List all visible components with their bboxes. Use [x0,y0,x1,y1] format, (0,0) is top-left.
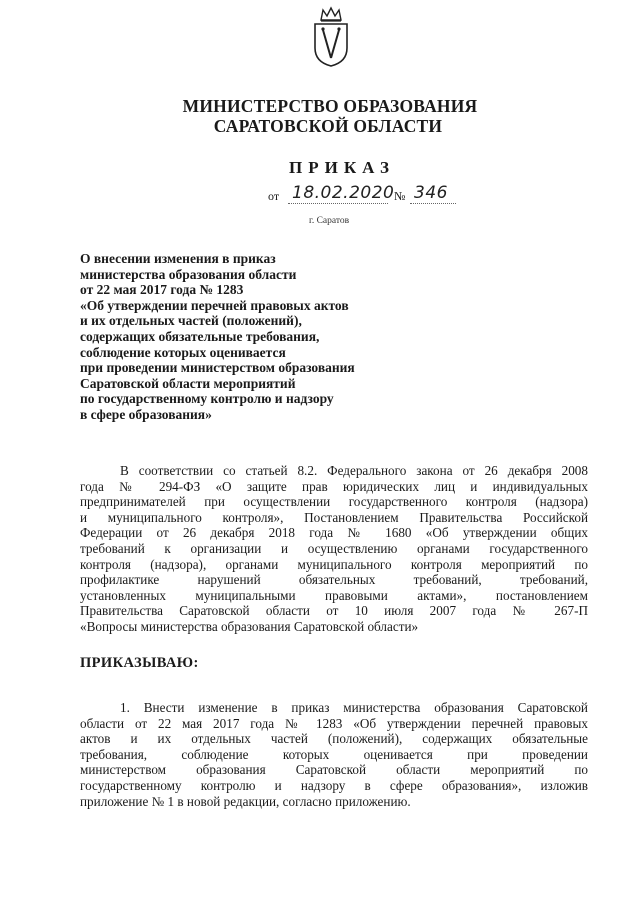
title-line: от 22 мая 2017 года № 1283 [80,282,244,298]
title-line: «Об утверждении перечней правовых актов [80,297,349,313]
order-word: ПРИКАЗЫВАЮ: [80,655,199,671]
paragraph-line: актов и их отдельных частей (положений), содержащих обязательные [80,731,588,747]
coat-of-arms-icon [309,6,353,68]
ministry-name-line1: МИНИСТЕРСТВО ОБРАЗОВАНИЯ [182,96,478,116]
title-line: министерства образования области [80,266,297,282]
paragraph-line: приложение № 1 в новой редакции, согласно приложению. [80,793,411,809]
date-number-row [268,183,488,208]
title-line: соблюдение которых оценивается [80,344,286,360]
paragraph-line: требований к организации и осуществлению органами государственного [80,540,588,556]
ministry-name-line2: САРАТОВСКОЙ ОБЛАСТИ [213,116,443,136]
paragraph-line: и муниципального контроля», Постановлением Правительства Российской [80,509,588,525]
paragraph-line: В соответствии со статьей 8.2. Федерального закона от 26 декабря 2008 [120,463,588,478]
title-line: по государственному контролю и надзору [80,391,334,407]
paragraph-line: года № 294-ФЗ «О защите прав юридических лиц и индивидуальных [80,478,588,494]
document-type: ПРИКАЗ [289,158,395,177]
paragraph-line: области от 22 мая 2017 года № 1283 «Об утверждении перечней правовых [80,715,588,731]
paragraph-line: требования, соблюдение которых оценивается при проведении [80,746,588,762]
paragraph-line: Федерации от 26 декабря 2018 года № 1680 «Об утверждении общих [80,525,588,541]
order-title [80,251,480,423]
title-line: и их отдельных частей (положений), [80,313,302,329]
date-prefix: от [268,189,280,203]
number-prefix: № [394,189,406,203]
paragraph-line: государственному контролю и надзору в сфере образования», изложив [80,777,588,793]
preamble-paragraph [80,463,588,635]
title-line: при проведении министерством образования [80,360,355,376]
title-line: О внесении изменения в приказ [80,251,276,266]
paragraph-line: Правительства Саратовской области от 10 июля 2007 года № 267-П [80,603,588,619]
paragraph-line: 1. Внести изменение в приказ министерства образования Саратовской [120,700,588,715]
paragraph-line: «Вопросы министерства образования Саратовской области» [80,618,419,634]
city-label: г. Саратов [309,216,350,226]
title-line: в сфере образования» [80,406,212,422]
paragraph-line: профилактике нарушений обязательных требований, требований, [80,572,588,588]
handwritten-number: 346 [414,183,448,203]
date-underline [288,203,388,204]
paragraph-line: министерством образования Саратовской области мероприятий по [80,762,588,778]
number-underline [410,203,456,204]
title-line: содержащих обязательные требования, [80,328,320,344]
handwritten-date: 18.02.2020 [292,183,395,203]
title-line: Саратовской области мероприятий [80,375,296,391]
paragraph-line: контроля (надзора), органами муниципального контроля мероприятий по [80,556,588,572]
paragraph-line: предпринимателей при осуществлении государственного контроля (надзора) [80,494,588,510]
paragraph-line: установленных муниципальными правовыми актами», постановлением [80,587,588,603]
item-1-paragraph [80,700,588,809]
